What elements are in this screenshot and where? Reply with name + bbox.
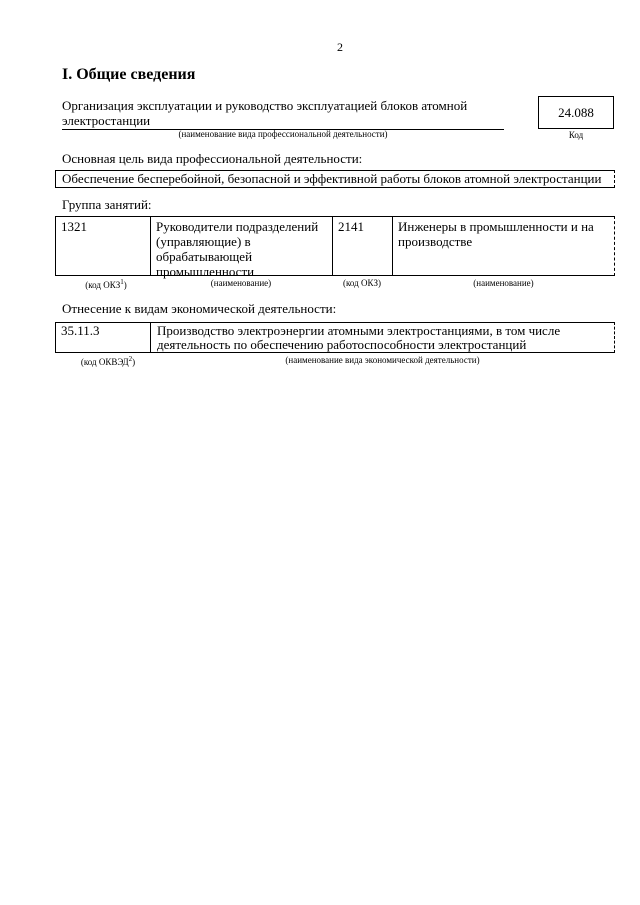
code-caption: Код xyxy=(568,130,584,140)
economic-activity-table xyxy=(55,322,615,353)
okz-code-caption-1: (код ОКЗ$^1$) xyxy=(85,278,127,290)
activity-caption: (наименование вида профессиональной деятельности) xyxy=(178,129,388,139)
occupation-group-label: Группа занятий: xyxy=(62,197,152,212)
okz-name-2: Инженеры в промышленности и на производстве xyxy=(398,219,594,249)
okz-code-1: 1321 xyxy=(56,217,151,275)
okz-name-1: Руководители подразделений (управляющие) в обрабатывающей промышленности xyxy=(151,217,333,275)
page-number: 2 xyxy=(337,40,343,54)
purpose-text: Обеспечение бесперебойной, безопасной и эффективной работы блоков атомной электростанции xyxy=(62,171,602,186)
okz-name-caption-1: (наименование) xyxy=(210,278,272,288)
okz-code-caption-2: (код ОКЗ) xyxy=(343,278,381,288)
occupation-group-table xyxy=(55,216,615,279)
activity-code: 24.088 xyxy=(558,104,594,120)
purpose-label: Основная цель вида профессиональной деятельности: xyxy=(62,151,363,166)
okved-code: 35.11.3 xyxy=(56,323,151,352)
purpose-box xyxy=(55,170,615,188)
activity-code-box xyxy=(538,96,614,129)
economic-activity-label: Отнесение к видам экономической деятельности: xyxy=(62,301,337,316)
section-title: I. Общие сведения xyxy=(62,66,196,83)
okved-name-caption: (наименование вида экономической деятельности) xyxy=(285,355,480,365)
activity-name: Организация эксплуатации и руководство эксплуатацией блоков атомной электростанции xyxy=(62,98,504,130)
okved-code-caption: (код ОКВЭД$^2$) xyxy=(80,355,136,367)
okz-code-2: 2141 xyxy=(333,217,393,275)
okved-name: Производство электроэнергии атомными электростанциями, в том числе деятельность по обеспечению работоспособности электростанций xyxy=(157,323,561,352)
okz-name-caption-2: (наименование) xyxy=(473,278,534,288)
